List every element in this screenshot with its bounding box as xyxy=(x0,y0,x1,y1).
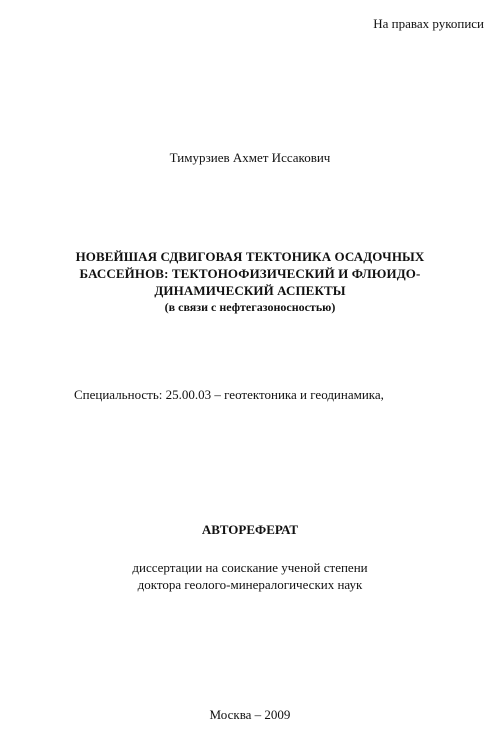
purpose-line: диссертации на соискание ученой степени xyxy=(132,560,368,575)
rights-note: На правах рукописи xyxy=(373,16,484,31)
title-line: ДИНАМИЧЕСКИЙ АСПЕКТЫ xyxy=(154,283,346,298)
title-subtitle: (в связи с нефтегазоносностью) xyxy=(164,300,336,314)
document-type: АВТОРЕФЕРАТ xyxy=(201,522,299,537)
title-line: НОВЕЙШАЯ СДВИГОВАЯ ТЕКТОНИКА ОСАДОЧНЫХ xyxy=(75,249,425,264)
title-line: БАССЕЙНОВ: ТЕКТОНОФИЗИЧЕСКИЙ И ФЛЮИДО- xyxy=(79,266,421,281)
dissertation-title xyxy=(0,248,500,315)
place-year: Москва – 2009 xyxy=(209,707,291,722)
dissertation-purpose xyxy=(0,559,500,593)
author-name: Тимурзиев Ахмет Иссакович xyxy=(169,150,331,165)
specialty-line: Специальность: 25.00.03 – геотектоника и геодинамика, xyxy=(74,387,384,402)
purpose-line: доктора геолого-минералогических наук xyxy=(137,577,363,592)
